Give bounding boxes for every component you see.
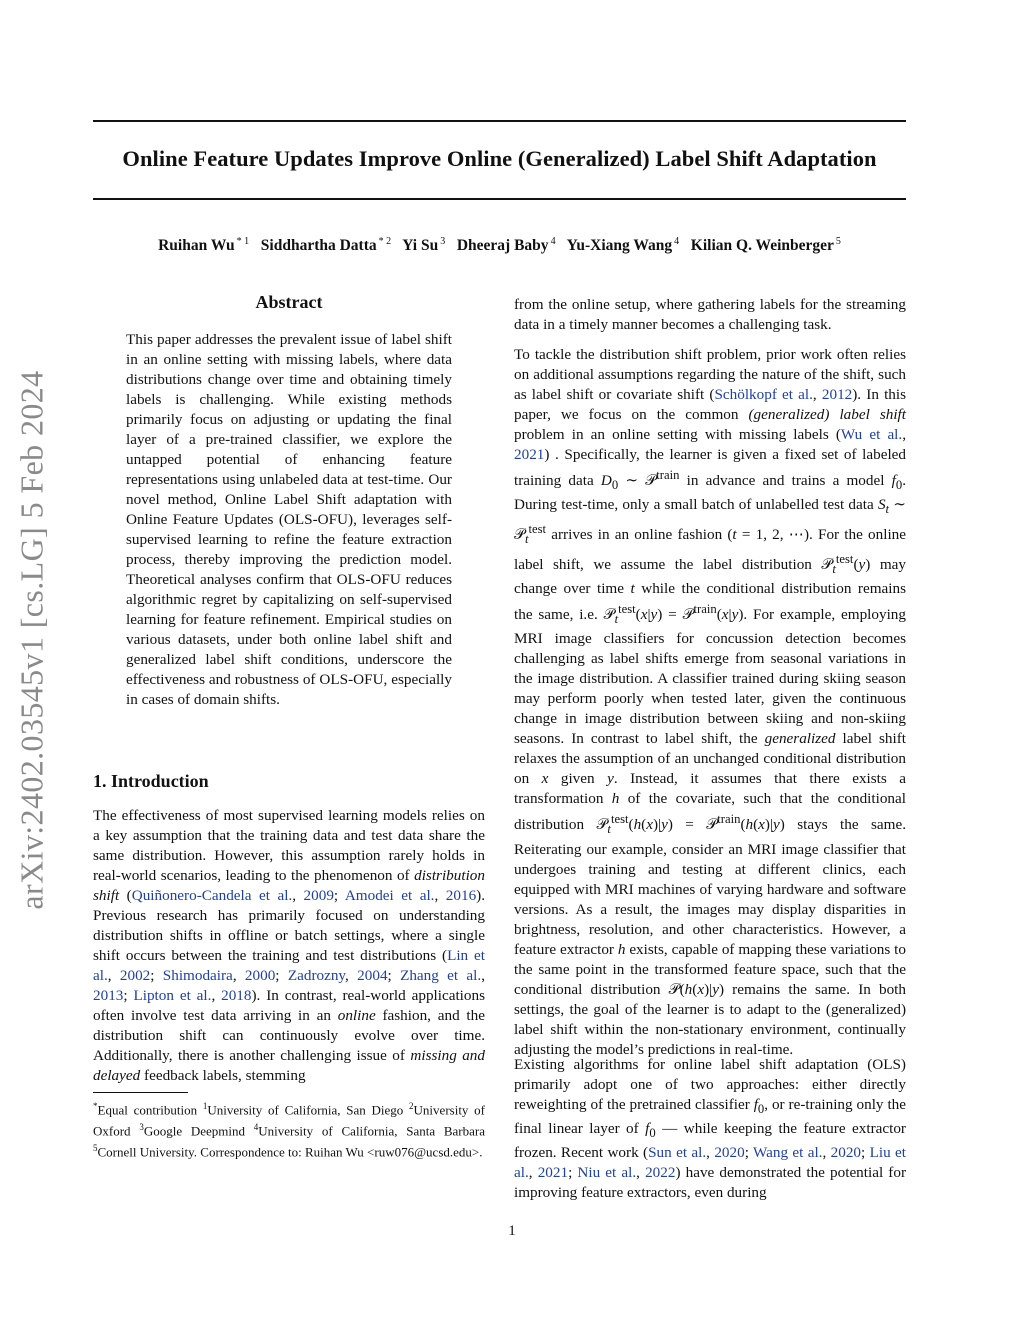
paper-title: Online Feature Updates Improve Online (Generalized) Label Shift Adaptation xyxy=(122,146,877,171)
citation-year-link[interactable]: 2012 xyxy=(821,386,853,403)
title-bottom-rule xyxy=(93,198,906,200)
citation-year-link[interactable]: 2004 xyxy=(357,967,388,984)
author: Yi Su $^3$ xyxy=(402,236,446,255)
citation-year-link[interactable]: 2013 xyxy=(93,987,124,1004)
citation-year-link[interactable]: 2020 xyxy=(714,1144,745,1162)
arxiv-id: arXiv:2402.03545v1 [cs.LG] 5 Feb 2024 xyxy=(13,370,50,910)
citation-link[interactable]: Quiñonero-Candela et al. xyxy=(131,887,293,904)
citation-year-link[interactable]: 2000 xyxy=(244,967,276,984)
right-paragraph-2: To tackle the distribution shift problem, prior work often relies on additional assumptions regarding the nature of the shift, such as label shift or covariate shift (Schölkopf et al., 2012). In this paper, we focus on the common (generalized) label shift problem in an online setting with missing labels (Wu et al., 2021) . Specifically, the learner is given a fixed set of labeled training data $D_0$ ∼ 𝒫$^{train}$ in advance and trains a model $f_0$. During test-time, only a small batch of unlabelled test data $S_t$ ∼ 𝒫$_t^{test}$ arrives in an online fashion (t = 1, 2, ⋯). For the online label shift, we assume the label distribution 𝒫$_t^{test}$(y) may change over time t while the conditional distribution remains the same, i.e. 𝒫$_t^{test}$(x|y) = 𝒫$^{train}$(x|y). For example, employing MRI image classifiers for concussion detection becomes challenging as label shifts emerge from seasonal variations in the image distribution. A classifier trained during skiing season may perform poorly when tested later, given the continuous change in image distribution between skiing and non-skiing seasons. In contrast to label shift, the generalized label shift relaxes the assumption of an unchanged conditional distribution on x given y. Instead, it assumes that there exists a transformation h of the covariate, such that the conditional distribution 𝒫$_t^{test}$(h(x)|y) = 𝒫$^{train}$(h(x)|y) stays the same. Reiterating our example, consider an MRI image classifier that undergoes training and testing at different clinics, each equipped with MRI machines of varying hardware and software versions. As a result, the images may display disparities in brightness, resolution, and other characteristics. However, a feature extractor h exists, capable of mapping these variations to the same point in the transformed feature space, such that the conditional distribution 𝒫(h(x)|y) remains the same. In both settings, the goal of the learner is to adapt to the (generalized) label shift within the non-stationary environment, continually adjusting the model’s predictions in real-time. xyxy=(514,346,907,1058)
citation-link[interactable]: Wang et al. xyxy=(753,1144,823,1162)
citation-year-link[interactable]: 2020 xyxy=(830,1144,862,1162)
citation-link[interactable]: Sun et al. xyxy=(648,1144,707,1162)
citation-year-link[interactable]: 2022 xyxy=(645,1164,676,1182)
section-heading-introduction: 1. Introduction xyxy=(93,771,209,791)
author: Ruihan Wu $^{* 1}$ xyxy=(158,236,250,255)
citation-link[interactable]: Zadrozny xyxy=(287,967,346,984)
citation-year-link[interactable]: 2021 xyxy=(537,1164,569,1182)
arxiv-stamp xyxy=(6,310,58,970)
abstract-text: This paper addresses the prevalent issue of label shift in an online setting with missing labels, where data distributions change over time and obtaining timely labels is challenging. While existing methods primarily focus on adjusting or updating the final layer of a pre-trained classifier, we explore the untapped potential of enhancing feature representations using unlabeled data at test-time. Our novel method, Online Label Shift adaptation with Online Feature Updates (OLS-OFU), leverages self-supervised learning to refine the feature extraction process, thereby improving the prediction model. Theoretical analyses confirm that OLS-OFU reduces algorithmic regret by capitalizing on self-supervised learning for feature refinement. Empirical studies on various datasets, under both online label shift and generalized label shift conditions, underscore the effectiveness and robustness of OLS-OFU, especially in cases of domain shifts. xyxy=(126,331,452,708)
abstract-heading: Abstract xyxy=(255,292,323,312)
citation-year-link[interactable]: 2009 xyxy=(303,887,334,904)
citation-link[interactable]: Niu et al. xyxy=(577,1164,637,1182)
citation-link[interactable]: Amodei et al. xyxy=(344,887,435,904)
author-list xyxy=(93,236,906,255)
citation-link[interactable]: Lipton et al. xyxy=(133,987,212,1004)
citation-link[interactable]: Zhang et al. xyxy=(400,967,482,984)
citation-year-link[interactable]: 2018 xyxy=(221,987,252,1004)
citation-link[interactable]: Shimodaira xyxy=(162,967,233,984)
intro-paragraph: The effectiveness of most supervised learning models relies on a key assumption that the training data and test data share the same distribution. However, this assumption rarely holds in real-world scenarios, leading to the phenomenon of distribution shift (Quiñonero-Candela et al., 2009; Amodei et al., 2016). Previous research has primarily focused on understanding distribution shifts in offline or batch settings, where a single shift occurs between the training and test distributions (Lin et al., 2002; Shimodaira, 2000; Zadrozny, 2004; Zhang et al., 2013; Lipton et al., 2018). In contrast, real-world applications often involve test data arriving in an online fashion, and the distribution shift can continuously evolve over time. Additionally, there is another challenging issue of missing and delayed feedback labels, stemming xyxy=(93,807,486,1084)
citation-year-link[interactable]: 2002 xyxy=(119,967,151,984)
citation-link[interactable]: Liu et al. xyxy=(514,1144,906,1182)
footnote-rule xyxy=(93,1092,188,1093)
author: Yu-Xiang Wang $^4$ xyxy=(566,236,680,255)
right-paragraph-3: Existing algorithms for online label shift adaptation (OLS) primarily adopt one of two approaches: either directly reweighting of the pretrained classifier $f_0$, or re-training only the final linear layer of $f_0$ — while keeping the feature extractor frozen. Recent work (Sun et al., 2020; Wang et al., 2020; Liu et al., 2021; Niu et al., 2022) have demonstrated the potential for improving feature extractors, even during xyxy=(514,1056,907,1202)
author: Siddhartha Datta $^{* 2}$ xyxy=(260,236,392,255)
right-paragraph-1: from the online setup, where gathering labels for the streaming data in a timely manner becomes a challenging task. xyxy=(514,296,906,333)
citation-year-link[interactable]: 2021 xyxy=(514,446,545,463)
page-number: 1 xyxy=(508,1223,516,1239)
footnote: *Equal contribution $^1$University of California, San Diego $^2$University of Oxford $^3$Google Deepmind $^4$University of California, Santa Barbara $^5$Cornell University. Correspondence to: Ruihan Wu <ruw076@ucsd.edu>. xyxy=(93,1101,486,1159)
citation-link[interactable]: Lin et al. xyxy=(93,947,485,984)
author: Dheeraj Baby $^4$ xyxy=(456,236,556,255)
citation-year-link[interactable]: 2016 xyxy=(445,887,477,904)
author: Kilian Q. Weinberger $^5$ xyxy=(690,236,841,255)
title-top-rule xyxy=(93,120,906,122)
citation-link[interactable]: Wu et al. xyxy=(840,426,903,443)
citation-link[interactable]: Schölkopf et al. xyxy=(714,386,813,403)
